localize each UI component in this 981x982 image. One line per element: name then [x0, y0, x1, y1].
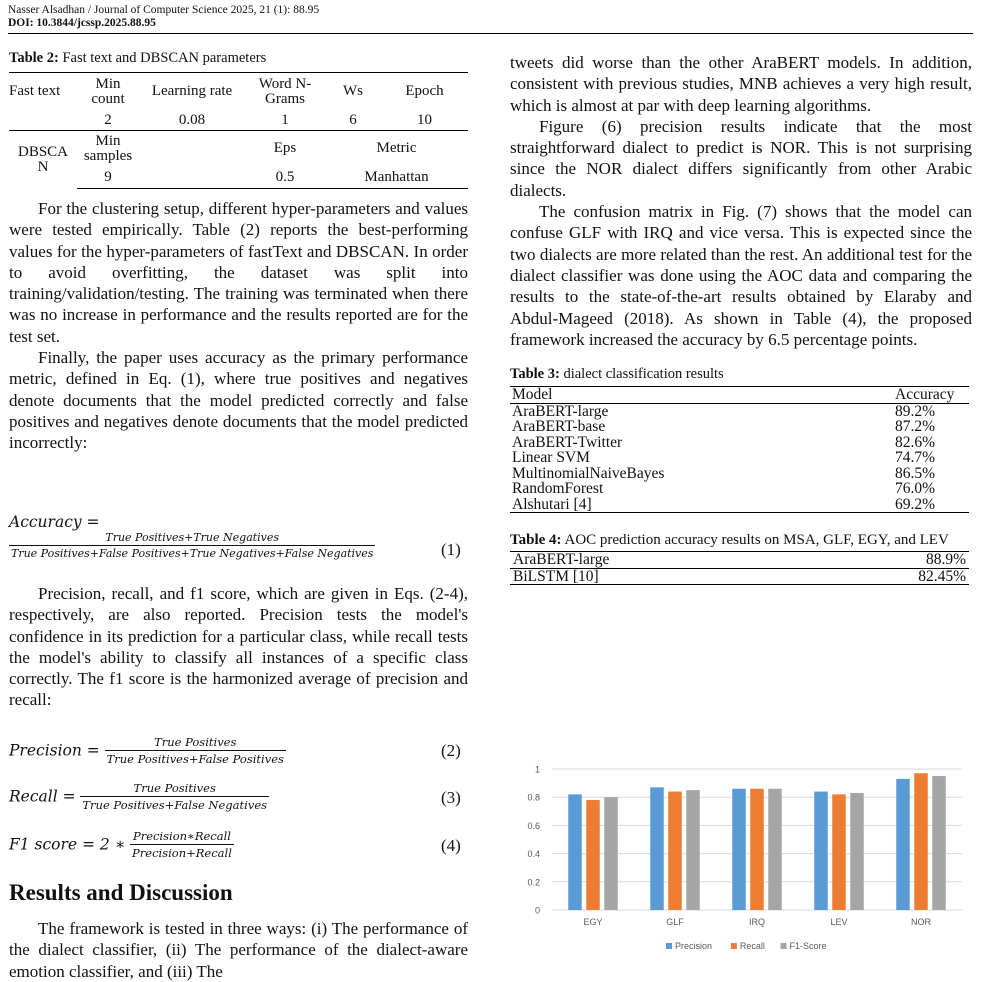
- table4-caption-text: AOC prediction accuracy results on MSA, GLF, EGY, and LEV: [564, 532, 949, 549]
- table2-dbscan-name: [9, 131, 77, 189]
- table4-model-cell: AraBERT-large: [510, 552, 811, 569]
- bar-f1-score: [768, 789, 782, 910]
- eq2-number: (2): [441, 741, 461, 760]
- table2-dbscan-name-line1: DBSCA: [17, 143, 69, 160]
- legend-label: F1-Score: [789, 941, 827, 951]
- table2-value-cell: 9: [77, 167, 139, 189]
- bar-f1-score: [932, 776, 946, 910]
- eq4-fraction: [130, 829, 234, 860]
- right-paragraph: tweets did worse than the other AraBERT models. In addition, consistent with previous studies, MNB achieves a very high result, which is almost at par with deep learning algorithms.: [510, 53, 972, 115]
- left-paragraph: For the clustering setup, different hyper-parameters and values were tested empirically. Table (2) reports the best-performing values for the hyper-parameters of fastText and DBSCAN. In order to avoid overfitting, the dataset was split into training/validation/testing. The training was terminated when there was no increase in performance and the results reported are for the test set.: [9, 199, 468, 346]
- legend-swatch: [731, 943, 737, 949]
- eq1-numerator: True Positives+True Negatives: [105, 531, 280, 544]
- table2-header-cell: Ws: [325, 73, 381, 111]
- legend-swatch: [666, 943, 672, 949]
- table2-dbscan-name-line2: N: [37, 158, 49, 175]
- x-tick-label: EGY: [583, 917, 603, 927]
- left-paragraph-4-wrap: [9, 918, 468, 982]
- eq3-numerator: True Positives: [133, 781, 216, 795]
- table4: [510, 551, 969, 585]
- eq3-lhs: Recall =: [9, 787, 76, 806]
- eq1-number: (1): [441, 540, 461, 559]
- table2-value-cell: 2: [77, 111, 139, 131]
- bar-chart: [516, 752, 968, 962]
- table2-value-cell: 0.5: [245, 167, 325, 189]
- legend-label: Precision: [675, 941, 713, 951]
- legend-swatch: [781, 943, 787, 949]
- left-paragraph: Finally, the paper uses accuracy as the primary performance metric, defined in Eq. (1), where true positives and negatives denote documents that the model predicted correctly and false positives and negatives denote documents that the model predicted incorrectly:: [9, 348, 468, 453]
- legend-label: Recall: [739, 941, 765, 951]
- equation-4: [9, 829, 234, 860]
- equation-2: [9, 735, 286, 766]
- bar-recall: [586, 800, 600, 910]
- table3-model-cell: Alshutari [4]: [510, 497, 893, 513]
- table2-label: Table 2:: [9, 50, 59, 66]
- left-column: [9, 50, 468, 454]
- table2-caption-text: Fast text and DBSCAN parameters: [62, 50, 267, 66]
- bar-recall: [832, 794, 846, 910]
- table2-value-cell: 1: [245, 111, 325, 131]
- y-tick-label: 0.6: [527, 820, 540, 831]
- table4-accuracy-cell: 88.9%: [811, 552, 969, 569]
- table3-accuracy-cell: 82.6%: [895, 433, 936, 451]
- eq4-numerator: Precision∗Recall: [132, 829, 231, 843]
- bar-precision: [896, 779, 910, 910]
- eq3-fraction: [80, 781, 269, 812]
- table2-header-cell: Min samples: [83, 132, 133, 164]
- table2-value-cell: 6: [325, 111, 381, 131]
- x-tick-label: IRQ: [748, 917, 766, 927]
- citation-line: Nasser Alsadhan / Journal of Computer Science 2025, 21 (1): 88.95: [8, 4, 320, 16]
- table2-header-cell: Min count: [77, 73, 139, 111]
- bar-recall: [668, 792, 682, 910]
- table3-accuracy-cell: 76.0%: [895, 480, 936, 498]
- bar-recall: [750, 789, 764, 910]
- table3-header-model: Model: [510, 387, 893, 404]
- table3-accuracy-cell: 86.5%: [895, 464, 936, 482]
- eq4-denominator: Precision+Recall: [132, 846, 232, 860]
- eq4-lhs: F1 score = 2 ∗: [9, 835, 126, 854]
- bar-recall: [914, 773, 928, 910]
- table3-model-cell: AraBERT-base: [512, 418, 606, 436]
- running-header: [8, 4, 319, 30]
- section-title: Results and Discussion: [9, 880, 233, 905]
- y-tick-label: 1: [534, 764, 540, 775]
- table2: [9, 72, 468, 189]
- x-tick-label: GLF: [666, 917, 684, 927]
- table3-label: Table 3:: [510, 366, 560, 383]
- table3-accuracy-cell: 89.2%: [895, 402, 936, 420]
- eq2-lhs: Precision =: [9, 741, 100, 760]
- table3-model-cell: MultinomialNaiveBayes: [512, 464, 665, 482]
- right-paragraph: The confusion matrix in Fig. (7) shows that the model can confuse GLF with IRQ and vice versa. This is expected since the two dialects are more related than the rest. An additional test for the dialect classifier was done using the AOC data and comparing the results to the state-of-the-art results obtained by Elaraby and Abdul-Mageed (2018). As shown in Table (4), the proposed framework increased the accuracy by 6.5 percentage points.: [510, 202, 972, 349]
- y-tick-label: 0: [534, 905, 540, 916]
- eq2-denominator: True Positives+False Positives: [106, 752, 284, 766]
- bar-precision: [732, 789, 746, 910]
- table3-caption-text: dialect classification results: [563, 366, 724, 383]
- eq1-fraction: [9, 531, 375, 560]
- table2-empty-cell: [139, 167, 245, 189]
- eq3-number: (3): [441, 788, 461, 807]
- table2-header-cell: Learning rate: [139, 73, 245, 111]
- y-tick-label: 0.8: [527, 792, 540, 803]
- table2-header-cell: Metric: [376, 140, 417, 157]
- table2-value-cell: Manhattan: [325, 167, 468, 189]
- table3-model-cell: AraBERT-large: [512, 402, 609, 420]
- bar-f1-score: [686, 790, 700, 910]
- left-paragraph-3-wrap: [9, 583, 468, 711]
- bar-precision: [650, 787, 664, 910]
- table3-accuracy-cell: 87.2%: [895, 418, 936, 436]
- table2-fasttext-name: Fast text: [9, 73, 77, 111]
- table2-empty-cell: [139, 131, 245, 167]
- table3-model-cell: RandomForest: [512, 480, 604, 498]
- table2-header-cell: Epoch: [381, 73, 468, 111]
- table3-accuracy-cell: 69.2%: [893, 497, 969, 513]
- table4-model-cell: BiLSTM [10]: [510, 568, 811, 585]
- x-tick-label: LEV: [830, 917, 848, 927]
- equation-1: [9, 513, 375, 560]
- table3: [510, 386, 969, 513]
- bar-chart-svg: [516, 752, 968, 962]
- y-tick-label: 0.4: [527, 849, 540, 860]
- table3-accuracy-cell: 74.7%: [895, 449, 936, 467]
- header-rule: [8, 33, 973, 34]
- table2-caption: [9, 50, 468, 67]
- eq1-denominator: True Positives+False Positives+True Negatives+False Negatives: [11, 547, 374, 560]
- x-tick-label: NOR: [911, 917, 931, 927]
- table2-value-cell: 10: [381, 111, 468, 131]
- table3-model-cell: Linear SVM: [512, 449, 590, 467]
- bar-f1-score: [850, 793, 864, 910]
- y-tick-label: 0.2: [527, 877, 540, 888]
- eq3-denominator: True Positives+False Negatives: [82, 798, 268, 812]
- eq2-numerator: True Positives: [154, 735, 237, 749]
- table2-value-cell: 0.08: [139, 111, 245, 131]
- eq2-fraction: [105, 735, 286, 766]
- table2-header-cell: Eps: [273, 140, 297, 157]
- table3-model-cell: AraBERT-Twitter: [512, 433, 623, 451]
- table2-header-cell: Word N-Grams: [245, 73, 325, 111]
- bar-f1-score: [604, 797, 618, 910]
- right-column: [510, 52, 972, 585]
- right-paragraph: Figure (6) precision results indicate that the most straightforward dialect to predict is NOR. This is not surprising since the NOR dialect differs significantly from other Arabic dialects.: [510, 116, 972, 200]
- equation-3: [9, 781, 269, 812]
- table4-accuracy-cell: 82.45%: [811, 568, 969, 585]
- bar-precision: [568, 794, 582, 910]
- left-paragraph: The framework is tested in three ways: (i) The performance of the dialect classifier, (ii) The performance of the dialect-aware emotion classifier, and (iii) The: [9, 919, 468, 981]
- bar-precision: [814, 792, 828, 910]
- eq4-number: (4): [441, 836, 461, 855]
- table3-header-accuracy: Accuracy: [893, 387, 969, 404]
- table2-empty-cell: [9, 111, 77, 131]
- table4-caption: [510, 531, 972, 549]
- left-paragraph: Precision, recall, and f1 score, which are given in Eqs. (2-4), respectively, are also reported. Precision tests the model's confidence in its prediction for a particular class, while recall tests the model's ability to classify all instances of a specific class correctly. The f1 score is the harmonized average of precision and recall:: [9, 584, 468, 710]
- eq1-lhs: Accuracy =: [9, 513, 100, 531]
- doi-line: DOI: 10.3844/jcssp.2025.88.95: [8, 17, 156, 29]
- table4-label: Table 4:: [510, 532, 562, 549]
- table3-caption: [510, 366, 972, 383]
